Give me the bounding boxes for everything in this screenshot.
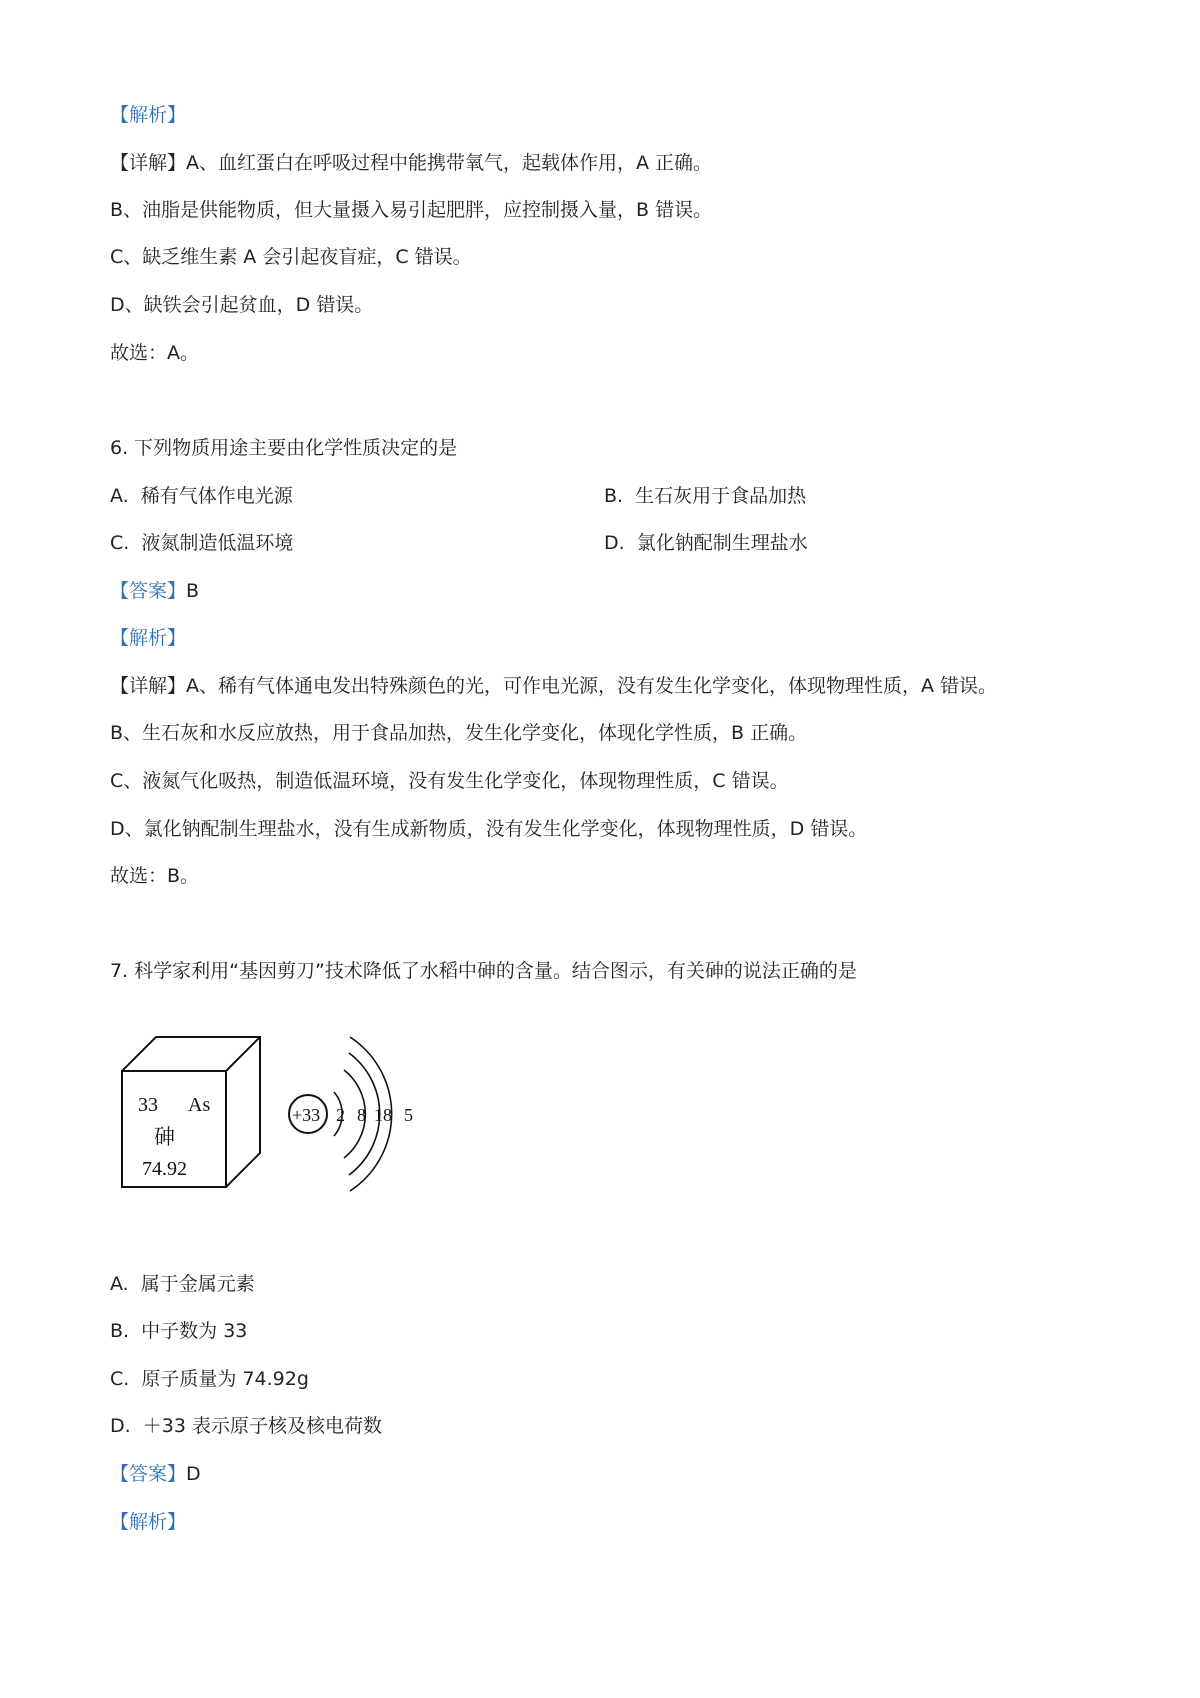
analysis-heading: 【解析】 [110,1511,187,1533]
answer-value: B [186,580,200,602]
choice-line: 故选：B。 [110,865,200,887]
detail-text: A、稀有气体通电发出特殊颜色的光，可作电光源，没有发生化学变化，体现物理性质，A 错误。 [186,675,998,697]
element-cell [122,1037,260,1187]
detail-line: B、生石灰和水反应放热，用于食品加热，发生化学变化，体现化学性质，B 正确。 [110,722,808,744]
detail-line [110,672,997,700]
option-text: 属于金属元素 [140,1273,255,1295]
detail-line: C、液氮气化吸热，制造低温环境，没有发生化学变化，体现物理性质，C 错误。 [110,770,789,792]
arsenic-figure [112,1015,432,1195]
option-text: 中子数为 33 [141,1320,248,1342]
detail-tag: 【详解】 [110,152,187,174]
analysis-heading: 【解析】 [110,104,187,126]
option-key: D. [110,1415,131,1437]
detail-line: C、缺乏维生素 A 会引起夜盲症，C 错误。 [110,246,472,268]
element-name: 砷 [154,1125,175,1149]
option-c [110,529,293,557]
option-text: 液氮制造低温环境 [141,532,294,554]
option-key: D. [604,532,625,554]
option-key: C. [110,532,130,554]
shell-count: 5 [404,1105,413,1125]
question-stem: 6. 下列物质用途主要由化学性质决定的是 [110,437,458,459]
detail-tag: 【详解】 [110,675,187,697]
option-d [604,529,808,557]
shell-count: 2 [336,1105,345,1125]
shell-count: 8 [357,1105,366,1125]
option-text: 氯化钠配制生理盐水 [636,532,808,554]
element-symbol: As [188,1094,211,1116]
option-key: B. [604,485,624,507]
shell-count: 18 [374,1105,392,1125]
detail-line [110,149,712,177]
answer-value: D [186,1463,201,1485]
detail-text: A、血红蛋白在呼吸过程中能携带氧气，起载体作用，A 正确。 [186,152,713,174]
detail-line: B、油脂是供能物质，但大量摄入易引起肥胖，应控制摄入量，B 错误。 [110,199,713,221]
answer-line [110,1460,201,1488]
option-a [110,1270,255,1298]
detail-line: D、氯化钠配制生理盐水，没有生成新物质，没有发生化学变化，体现物理性质，D 错误。 [110,818,868,840]
answer-line [110,577,199,605]
option-key: A. [110,485,129,507]
option-key: A. [110,1273,129,1295]
atomic-number: 33 [138,1094,158,1116]
option-text: 稀有气体作电光源 [140,485,293,507]
option-c [110,1365,309,1393]
option-text: 原子质量为 74.92g [141,1368,309,1390]
analysis-heading: 【解析】 [110,627,187,649]
answer-tag: 【答案】 [110,580,187,602]
option-b [604,482,806,510]
atom-structure [289,1037,413,1191]
nucleus-charge: +33 [292,1105,321,1125]
atomic-mass: 74.92 [142,1158,187,1180]
option-text: ＋33 表示原子核及核电荷数 [142,1415,382,1437]
question-stem: 7. 科学家利用“基因剪刀”技术降低了水稻中砷的含量。结合图示，有关砷的说法正确的是 [110,960,857,982]
option-d [110,1412,382,1440]
option-key: C. [110,1368,130,1390]
detail-line: D、缺铁会引起贫血，D 错误。 [110,294,374,316]
choice-line: 故选：A。 [110,342,199,364]
option-b [110,1317,247,1345]
answer-tag: 【答案】 [110,1463,187,1485]
option-text: 生石灰用于食品加热 [635,485,807,507]
option-key: B. [110,1320,130,1342]
option-a [110,482,293,510]
